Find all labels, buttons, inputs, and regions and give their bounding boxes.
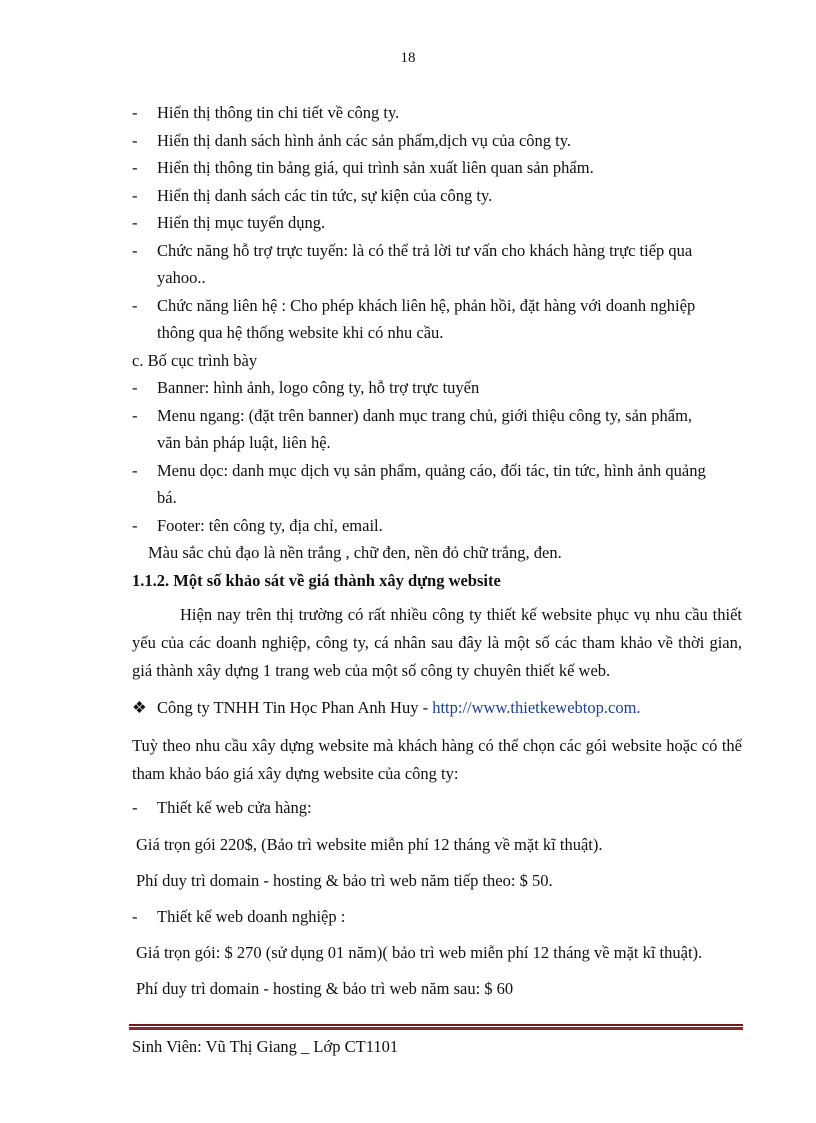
list-item-text: Menu ngang: (đặt trên banner) danh mục trang chủ, giới thiệu công ty, sản phẩm, [157, 405, 693, 425]
intro-paragraph: Hiện nay trên thị trường có rất nhiều công ty thiết kế website phục vụ nhu cầu thiết yếu của các doanh nghiệp, công ty, cá nhân sau đây là một số các tham khảo về thời gian, giá thành xây dựng 1 trang web của một số công ty chuyên thiết kế web. [132, 605, 742, 680]
list-item [132, 374, 742, 402]
list-item [132, 127, 742, 155]
package-business-title [132, 905, 345, 929]
list-item [132, 512, 742, 540]
feature-list [132, 99, 742, 567]
dash-marker: - [132, 295, 138, 315]
dash-marker: - [132, 907, 138, 926]
diamond-bullet-icon: ❖ [132, 698, 147, 717]
list-item-text: Hiển thị mục tuyển dụng. [157, 213, 326, 232]
list-item-text: Banner: hình ảnh, logo công ty, hỗ trợ trực tuyến [157, 378, 480, 397]
dash-marker: - [132, 405, 138, 425]
list-item [132, 99, 742, 127]
list-item-continuation: thông qua hệ thống website khi có nhu cầu. [157, 323, 444, 342]
color-note: Màu sắc chủ đạo là nền trắng , chữ đen, nền đỏ chữ trắng, đen. [148, 543, 562, 562]
company-name: Công ty TNHH Tin Học Phan Anh Huy - [157, 698, 433, 717]
package-store-price: Giá trọn gói 220$, (Bảo trì website miễn phí 12 tháng về mặt kĩ thuật). [136, 835, 603, 854]
list-item-continuation: bá. [157, 488, 177, 507]
package-store-maintenance: Phí duy trì domain - hosting & bảo trì web năm tiếp theo: $ 50. [136, 871, 553, 890]
list-item [132, 237, 742, 265]
list-item [132, 154, 742, 182]
company-link[interactable]: http://www.thietkewebtop.com [432, 698, 637, 717]
list-item-continuation: yahoo.. [157, 268, 206, 287]
list-item-continuation: văn bản pháp luật, liên hệ. [157, 433, 331, 452]
footer-student-info: Sinh Viên: Vũ Thị Giang _ Lớp CT1101 [132, 1037, 399, 1056]
footer-divider [129, 1024, 743, 1032]
dash-marker: - [132, 213, 138, 232]
list-item-text: Hiển thị thông tin bảng giá, qui trình sản xuất liên quan sản phẩm. [157, 158, 594, 177]
dash-marker: - [132, 240, 138, 260]
dash-marker: - [132, 158, 138, 177]
list-item-text: Chức năng hỗ trợ trực tuyến: là có thể trả lời tư vấn cho khách hàng trực tiếp qua [157, 240, 693, 260]
footer-divider-line [129, 1024, 743, 1026]
package-business-price: Giá trọn gói: $ 270 (sử dụng 01 năm)( bảo trì web miễn phí 12 tháng về mặt kĩ thuật). [136, 943, 703, 962]
list-item [132, 209, 742, 237]
company-link-period: . [636, 698, 641, 717]
company-line [132, 696, 641, 720]
package-business-maintenance: Phí duy trì domain - hosting & bảo trì web năm sau: $ 60 [136, 979, 514, 998]
dash-marker: - [132, 515, 138, 535]
list-item-text: Hiển thị thông tin chi tiết về công ty. [157, 103, 400, 122]
list-item-text: Menu dọc: danh mục dịch vụ sản phẩm, quảng cáo, đối tác, tin tức, hình ảnh quảng [157, 460, 706, 480]
dash-marker: - [132, 460, 138, 480]
list-item [132, 292, 742, 320]
section-heading: 1.1.2. Một số khảo sát về giá thành xây dựng website [132, 571, 501, 590]
footer-divider-line [129, 1027, 743, 1030]
package-business-title-text: Thiết kế web doanh nghiệp : [157, 907, 346, 926]
page-number: 18 [400, 50, 416, 66]
package-store-title [132, 796, 312, 820]
list-item [132, 402, 742, 430]
dash-marker: - [132, 103, 138, 122]
packages-intro: Tuỳ theo nhu cầu xây dựng website mà khách hàng có thể chọn các gói website hoặc có thể tham khảo báo giá xây dựng website của công ty: [132, 736, 742, 783]
dash-marker: - [132, 378, 138, 397]
section-c-title: c. Bố cục trình bày [132, 350, 258, 370]
list-item [132, 182, 742, 210]
list-item [132, 457, 742, 485]
list-item-text: Footer: tên công ty, địa chỉ, email. [157, 515, 383, 535]
list-item-text: Chức năng liên hệ : Cho phép khách liên hệ, phản hồi, đặt hàng với doanh nghiệp [157, 295, 696, 315]
list-item-text: Hiển thị danh sách các tin tức, sự kiện của công ty. [157, 185, 493, 205]
dash-marker: - [132, 130, 138, 150]
dash-marker: - [132, 798, 138, 817]
dash-marker: - [132, 185, 138, 205]
list-item-text: Hiển thị danh sách hình ảnh các sản phẩm,dịch vụ của công ty. [157, 130, 572, 150]
package-store-title-text: Thiết kế web cửa hàng: [157, 798, 312, 817]
